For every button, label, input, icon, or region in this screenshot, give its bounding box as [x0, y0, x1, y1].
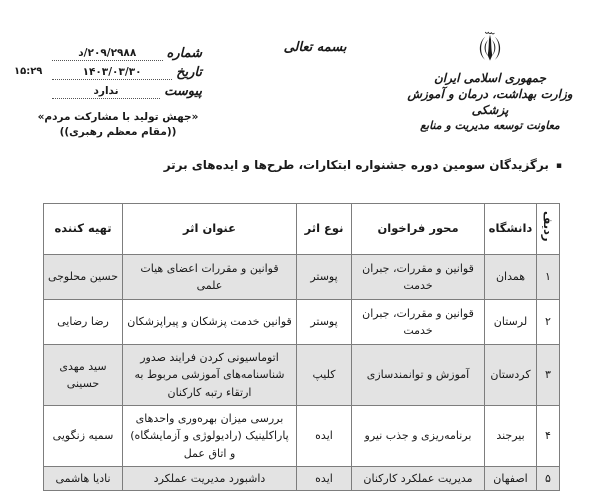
cell-work-title: بررسی میزان بهره‌وری واحدهای پاراکلینیک (رادیولوژی و آزمایشگاه) و اتاق عمل — [123, 406, 297, 467]
letter-date-row — [52, 65, 202, 80]
cell-work-type: پوستر — [297, 255, 352, 300]
cell-row-number: ۲ — [537, 300, 560, 345]
print-time: ۱۵:۲۹ — [14, 66, 43, 77]
besmele-text: بسمه تعالی — [283, 40, 347, 55]
square-bullet-icon: ▪ — [555, 161, 562, 171]
cell-university: لرستان — [485, 300, 537, 345]
table-row — [44, 255, 560, 300]
cell-row-number: ۴ — [537, 406, 560, 467]
cell-call-axis: برنامه‌ریزی و جذب نیرو — [352, 406, 485, 467]
letterhead-logo-block — [400, 28, 580, 133]
cell-university: همدان — [485, 255, 537, 300]
col-header-work-type: نوع اثر — [297, 204, 352, 255]
slogan-line2: ((مقام معظم رهبری)) — [59, 126, 177, 139]
table-row — [44, 467, 560, 491]
table-row — [44, 300, 560, 345]
table-row — [44, 406, 560, 467]
winners-table — [43, 203, 560, 491]
cell-university: بیرجند — [485, 406, 537, 467]
cell-row-number: ۳ — [537, 345, 560, 406]
cell-call-axis: آموزش و توانمندسازی — [352, 345, 485, 406]
letter-meta-fields — [52, 46, 202, 103]
letter-attachment-value: ندارد — [52, 85, 160, 99]
cell-work-type: ایده — [297, 467, 352, 491]
cell-work-title: داشبورد مدیریت عملکرد — [123, 467, 297, 491]
logo-country-name: جمهوری اسلامی ایران — [433, 71, 547, 85]
cell-university: کردستان — [485, 345, 537, 406]
letter-attachment-label: پیوست — [164, 84, 202, 99]
table-row — [44, 345, 560, 406]
letter-attachment-row — [52, 84, 202, 99]
col-header-university: دانشگاه — [485, 204, 537, 255]
cell-work-title: اتوماسیونی کردن فرایند صدور شناسنامه‌های آموزشی مربوط به ارتقاء رتبه کارکنان — [123, 345, 297, 406]
iran-emblem-icon — [473, 28, 507, 68]
letter-date-value: ۱۴۰۳/۰۳/۳۰ — [52, 66, 172, 80]
letter-number-value: ۲۰۹/۲۹۸۸/د — [52, 47, 163, 61]
cell-preparer: حسین محلوجی — [44, 255, 123, 300]
letter-number-label: شماره — [166, 46, 202, 61]
cell-work-title: قوانین خدمت پزشکان و پیراپزشکان — [123, 300, 297, 345]
letter-date-label: تاریخ — [176, 65, 202, 80]
letter-number-row — [52, 46, 202, 61]
cell-preparer: سمیه زنگویی — [44, 406, 123, 467]
subject-line — [22, 158, 562, 172]
logo-ministry-name: وزارت بهداشت، درمان و آموزش پزشکی — [407, 87, 573, 118]
cell-row-number: ۱ — [537, 255, 560, 300]
col-header-work-title: عنوان اثر — [123, 204, 297, 255]
cell-call-axis: مدیریت عملکرد کارکنان — [352, 467, 485, 491]
col-header-call-axis: محور فراخوان — [352, 204, 485, 255]
cell-work-type: پوستر — [297, 300, 352, 345]
cell-university: اصفهان — [485, 467, 537, 491]
cell-preparer: رضا رضایی — [44, 300, 123, 345]
cell-work-type: ایده — [297, 406, 352, 467]
cell-call-axis: قوانین و مقررات، جبران خدمت — [352, 255, 485, 300]
logo-deputy-name: معاونت توسعه مدیریت و منابع — [420, 118, 560, 132]
cell-call-axis: قوانین و مقررات، جبران خدمت — [352, 300, 485, 345]
subject-text: برگزیدگان سومین دوره جشنواره ابتکارات، طرح‌ها و ایده‌های برتر — [163, 158, 549, 172]
cell-work-title: قوانین و مقررات اعضای هیات علمی — [123, 255, 297, 300]
slogan-line1: «جهش تولید با مشارکت مردم» — [37, 111, 199, 123]
table-header-row — [44, 204, 560, 255]
col-header-row-number — [537, 204, 560, 255]
cell-preparer: سید مهدی حسینی — [44, 345, 123, 406]
slogan-block — [28, 110, 208, 140]
cell-work-type: کلیپ — [297, 345, 352, 406]
col-header-preparer: تهیه کننده — [44, 204, 123, 255]
col-header-row-number-label: ردیف — [541, 210, 555, 242]
cell-preparer: نادیا هاشمی — [44, 467, 123, 491]
cell-row-number: ۵ — [537, 467, 560, 491]
